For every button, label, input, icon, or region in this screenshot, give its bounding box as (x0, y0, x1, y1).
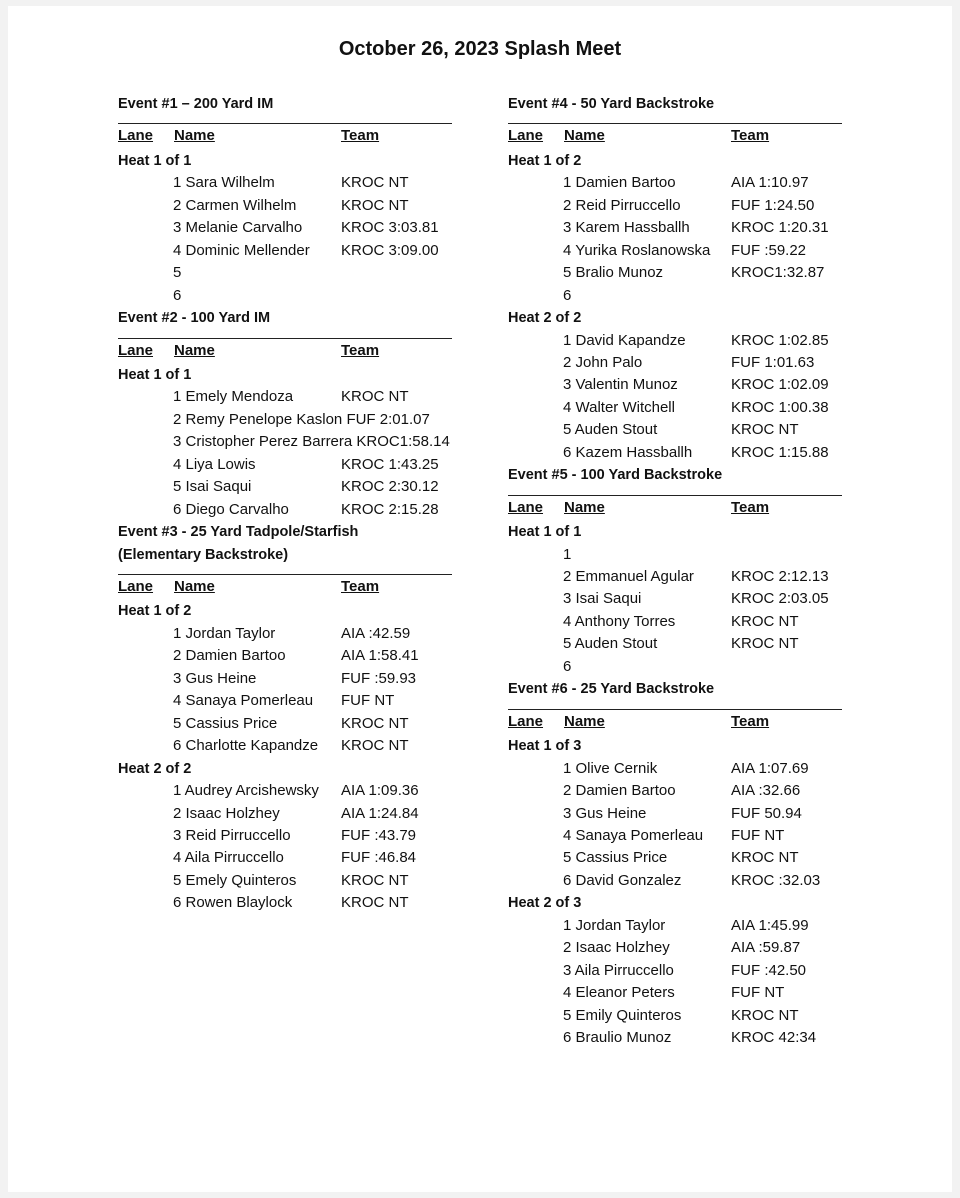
team-seed: FUF NT (731, 826, 785, 844)
team-seed: KROC :32.03 (731, 871, 821, 889)
team-seed: KROC NT (341, 174, 409, 192)
team-seed: AIA 1:24.84 (341, 804, 419, 822)
team-seed: AIA :42.59 (341, 624, 411, 642)
swimmer-name: 5 Auden Stout (563, 635, 658, 653)
column-header-name: Name (174, 127, 215, 145)
heat-label: Heat 2 of 3 (508, 895, 582, 912)
team-seed: FUF 1:01.63 (731, 353, 815, 371)
team-seed: KROC NT (731, 849, 799, 867)
swimmer-name: 1 Olive Cernik (563, 759, 658, 777)
team-seed: AIA :59.87 (731, 939, 801, 957)
divider (118, 574, 452, 575)
heat-label: Heat 1 of 1 (508, 524, 582, 541)
swimmer-name: 3 Valentin Munoz (563, 376, 678, 394)
heat-label: Heat 1 of 1 (118, 366, 192, 383)
swimmer-name: 1 Emely Mendoza (173, 388, 294, 406)
team-seed: KROC 2:12.13 (731, 568, 829, 585)
column-header-name: Name (564, 498, 605, 516)
swimmer-name: 5 Auden Stout (563, 421, 658, 439)
column-header-team: Team (341, 127, 380, 145)
swimmer-name: 1 (563, 545, 572, 563)
swimmer-name: 1 Jordan Taylor (173, 624, 276, 642)
swimmer-name: 1 David Kapandze (563, 331, 686, 349)
team-seed: KROC 1:43.25 (341, 455, 439, 473)
swimmer-name: 3 Aila Pirruccello (563, 961, 674, 979)
event-title: Event #5 - 100 Yard Backstroke (508, 467, 723, 484)
column-header-lane: Lane (118, 127, 154, 145)
team-seed: FUF NT (341, 692, 395, 710)
column-header-name: Name (564, 712, 605, 730)
team-seed: AIA :32.66 (731, 782, 801, 800)
team-seed: KROC NT (341, 714, 409, 732)
swimmer-name: 4 Liya Lowis (173, 455, 256, 473)
swimmer-name: 5 Cassius Price (173, 714, 278, 732)
swimmer-name: 5 Emely Quinteros (173, 871, 297, 889)
swimmer-name: 1 Jordan Taylor (563, 916, 666, 934)
team-seed: KROC 1:02.85 (731, 331, 829, 349)
team-seed: FUF :59.93 (341, 669, 417, 687)
swimmer-name: 4 Dominic Mellender (173, 241, 310, 259)
column-header-team: Team (731, 127, 770, 145)
swimmer-name: 4 Sanaya Pomerleau (173, 692, 314, 710)
swimmer-name: 6 Braulio Munoz (563, 1029, 672, 1046)
team-seed: AIA 1:58.41 (341, 647, 419, 665)
team-seed: KROC 2:30.12 (341, 478, 439, 496)
swimmer-name: 5 Cassius Price (563, 849, 668, 867)
swimmer-name: 2 Remy Penelope Kaslon FUF 2:01.07 (173, 410, 430, 428)
swimmer-name: 5 Bralio Munoz (563, 264, 664, 282)
event-title: Event #2 - 100 Yard IM (118, 310, 271, 327)
team-seed: KROC NT (731, 421, 799, 439)
heat-label: Heat 1 of 1 (118, 152, 192, 169)
divider (118, 338, 452, 339)
team-seed: KROC 2:03.05 (731, 590, 829, 608)
team-seed: KROC 1:15.88 (731, 443, 829, 461)
heat-label: Heat 1 of 3 (508, 738, 582, 755)
column-header-name: Name (174, 578, 215, 595)
swimmer-name: 3 Isai Saqui (563, 590, 642, 608)
swimmer-name: 6 (563, 657, 572, 675)
swimmer-name: 1 Sara Wilhelm (173, 174, 275, 192)
swimmer-name: 6 David Gonzalez (563, 871, 682, 889)
event-subtitle: (Elementary Backstroke) (118, 546, 289, 563)
swimmer-name: 2 Reid Pirruccello (563, 196, 681, 214)
team-seed: KROC1:32.87 (731, 264, 825, 282)
column-header-team: Team (731, 712, 770, 730)
heat-label: Heat 2 of 2 (508, 310, 582, 327)
event-title: Event #3 - 25 Yard Tadpole/Starfish (118, 524, 359, 541)
team-seed: KROC 1:02.09 (731, 376, 829, 394)
team-seed: FUF NT (731, 984, 785, 1002)
event-title: Event #1 – 200 Yard IM (118, 96, 274, 112)
team-seed: KROC NT (341, 871, 409, 889)
swimmer-name: 6 Rowen Blaylock (173, 894, 293, 912)
swimmer-name: 3 Melanie Carvalho (173, 219, 303, 237)
swimmer-name: 3 Gus Heine (173, 669, 257, 687)
page-title: October 26, 2023 Splash Meet (338, 38, 622, 60)
team-seed: FUF 1:24.50 (731, 196, 815, 214)
swimmer-name: 2 Isaac Holzhey (173, 804, 280, 822)
team-seed: KROC NT (731, 635, 799, 653)
swimmer-name: 1 Audrey Arcishewsky (173, 782, 319, 800)
team-seed: KROC NT (341, 196, 409, 214)
swimmer-name: 3 Reid Pirruccello (173, 826, 291, 844)
swimmer-name: 4 Anthony Torres (563, 612, 676, 630)
event-title: Event #6 - 25 Yard Backstroke (508, 681, 715, 698)
swimmer-name: 4 Eleanor Peters (563, 984, 675, 1002)
column-header-lane: Lane (118, 578, 154, 595)
swimmer-name: 4 Aila Pirruccello (173, 849, 284, 867)
swimmer-name: 4 Yurika Roslanowska (563, 241, 711, 259)
swimmer-name: 5 (173, 264, 182, 282)
swimmer-name: 5 Emily Quinteros (563, 1006, 682, 1024)
team-seed: FUF :46.84 (341, 849, 417, 867)
team-seed: KROC NT (731, 1006, 799, 1024)
swimmer-name: 4 Sanaya Pomerleau (563, 826, 704, 844)
column-header-lane: Lane (118, 341, 154, 359)
team-seed: AIA 1:10.97 (731, 174, 809, 192)
swimmer-name: 6 Diego Carvalho (173, 500, 289, 518)
team-seed: AIA 1:07.69 (731, 759, 809, 777)
team-seed: KROC NT (731, 612, 799, 630)
team-seed: KROC 1:00.38 (731, 398, 829, 416)
swimmer-name: 2 Damien Bartoo (563, 782, 676, 800)
column-header-team: Team (341, 578, 380, 595)
column-header-name: Name (564, 127, 605, 145)
column-header-lane: Lane (508, 127, 544, 145)
swimmer-name: 4 Walter Witchell (563, 398, 675, 416)
divider (508, 709, 842, 710)
team-seed: KROC 2:15.28 (341, 500, 439, 518)
column-header-team: Team (731, 498, 770, 516)
swimmer-name: 6 Kazem Hassballh (563, 443, 693, 461)
event-title: Event #4 - 50 Yard Backstroke (508, 96, 715, 112)
team-seed: KROC 1:20.31 (731, 219, 829, 237)
divider (508, 495, 842, 496)
swimmer-name: 3 Cristopher Perez Barrera KROC1:58.14 (173, 433, 450, 451)
team-seed: AIA 1:09.36 (341, 782, 419, 800)
column-header-team: Team (341, 341, 380, 359)
team-seed: KROC NT (341, 894, 409, 912)
team-seed: KROC NT (341, 388, 409, 406)
swimmer-name: 6 (173, 286, 182, 304)
divider (508, 123, 842, 124)
swimmer-name: 2 Carmen Wilhelm (173, 196, 297, 214)
divider (118, 123, 452, 124)
swimmer-name: 2 John Palo (563, 353, 643, 371)
column-header-lane: Lane (508, 712, 544, 730)
column-header-lane: Lane (508, 498, 544, 516)
swimmer-name: 5 Isai Saqui (173, 478, 252, 496)
team-seed: FUF 50.94 (731, 804, 802, 822)
swimmer-name: 3 Gus Heine (563, 804, 647, 822)
swimmer-name: 2 Isaac Holzhey (563, 939, 670, 957)
heat-label: Heat 1 of 2 (118, 603, 192, 620)
team-seed: FUF :59.22 (731, 241, 807, 259)
team-seed: AIA 1:45.99 (731, 916, 809, 934)
column-header-name: Name (174, 341, 215, 359)
swimmer-name: 1 Damien Bartoo (563, 174, 676, 192)
swimmer-name: 6 Charlotte Kapandze (173, 737, 319, 755)
team-seed: KROC NT (341, 737, 409, 755)
heat-label: Heat 1 of 2 (508, 152, 582, 169)
team-seed: FUF :42.50 (731, 961, 807, 979)
swimmer-name: 6 (563, 286, 572, 304)
team-seed: KROC 3:03.81 (341, 219, 439, 237)
heat-label: Heat 2 of 2 (118, 760, 192, 777)
team-seed: KROC 42:34 (731, 1029, 817, 1046)
swimmer-name: 2 Damien Bartoo (173, 647, 286, 665)
team-seed: KROC 3:09.00 (341, 241, 439, 259)
swimmer-name: 2 Emmanuel Agular (563, 568, 694, 585)
swimmer-name: 3 Karem Hassballh (563, 219, 690, 237)
team-seed: FUF :43.79 (341, 826, 417, 844)
